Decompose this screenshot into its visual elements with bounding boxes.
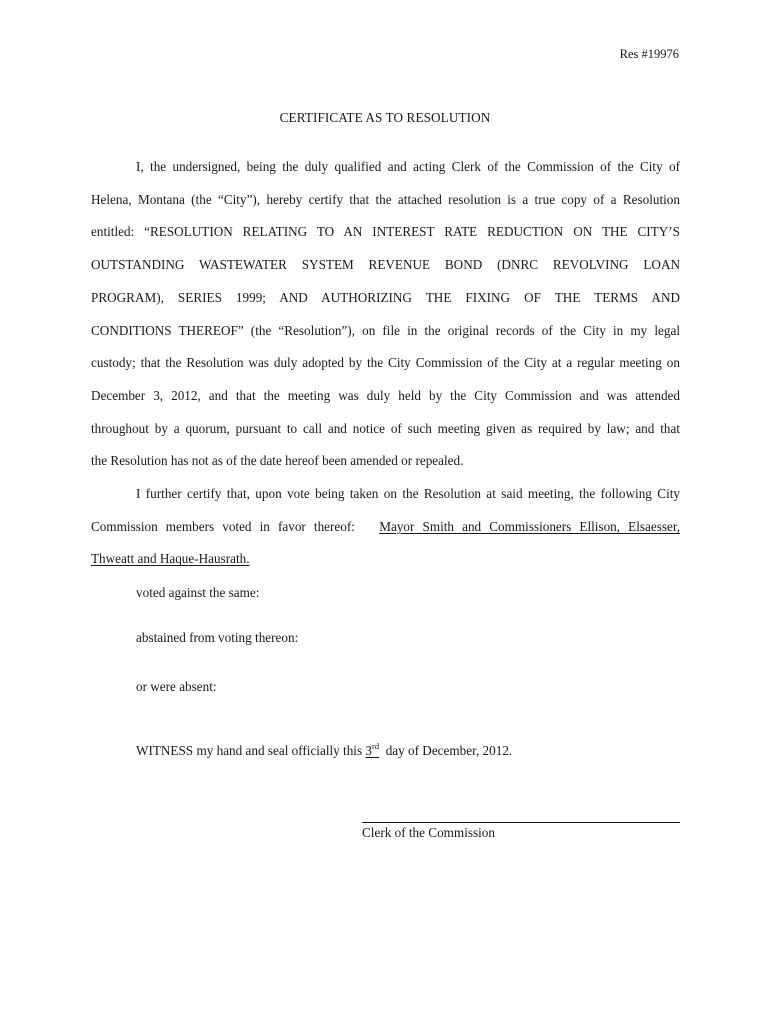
- paragraph-line: Helena, Montana (the “City”), hereby certify that the attached resolution is a true copy of a Resolution: [91, 191, 680, 207]
- vote-paragraph: [91, 478, 680, 576]
- paragraph-line: CONDITIONS THEREOF” (the “Resolution”), on file in the original records of the City in my legal: [91, 322, 680, 338]
- paragraph-line: OUTSTANDING WASTEWATER SYSTEM REVENUE BOND (DNRC REVOLVING LOAN: [91, 257, 680, 273]
- voters-in-favor-continued: Thweatt and Haque-Hausrath.: [91, 551, 250, 567]
- paragraph-line: [91, 511, 680, 544]
- signature-label: Clerk of the Commission: [362, 825, 495, 840]
- signature-line: [362, 822, 680, 823]
- paragraph-line: December 3, 2012, and that the meeting was duly held by the City Commission and was attended: [91, 387, 680, 403]
- witness-statement: [136, 741, 512, 759]
- paragraph-line: PROGRAM), SERIES 1999; AND AUTHORIZING THE FIXING OF THE TERMS AND: [91, 289, 680, 305]
- paragraph-line: I, the undersigned, being the duly qualified and acting Clerk of the Commission of the City of: [136, 159, 680, 174]
- voted-against-label: voted against the same:: [136, 585, 260, 600]
- witness-day: [365, 743, 379, 758]
- voters-in-favor: Mayor Smith and Commissioners Ellison, Elsaesser,: [379, 518, 681, 534]
- paragraph-line: throughout by a quorum, pursuant to call and notice of such meeting given as required by law; and that: [91, 420, 680, 436]
- abstained-label: abstained from voting thereon:: [136, 630, 299, 645]
- witness-day-number: 3: [365, 743, 372, 758]
- document-title: CERTIFICATE AS TO RESOLUTION: [279, 110, 491, 125]
- resolution-number: Res #19976: [619, 47, 679, 61]
- witness-day-suffix: rd: [372, 741, 380, 751]
- paragraph-line: entitled: “RESOLUTION RELATING TO AN INTEREST RATE REDUCTION ON THE CITY’S: [91, 224, 680, 240]
- voted-in-favor-label: Commission members voted in favor thereof:: [91, 518, 355, 534]
- certification-paragraph: [91, 151, 680, 478]
- paragraph-line: custody; that the Resolution was duly adopted by the City Commission of the City at a regular meeting on: [91, 355, 680, 371]
- absent-label: or were absent:: [136, 679, 217, 694]
- paragraph-line: I further certify that, upon vote being taken on the Resolution at said meeting, the following City: [136, 486, 680, 501]
- witness-prefix: WITNESS my hand and seal officially this: [136, 743, 363, 758]
- paragraph-line: [91, 543, 680, 576]
- witness-suffix: day of December, 2012.: [385, 743, 513, 758]
- paragraph-line: the Resolution has not as of the date hereof been amended or repealed.: [91, 453, 464, 469]
